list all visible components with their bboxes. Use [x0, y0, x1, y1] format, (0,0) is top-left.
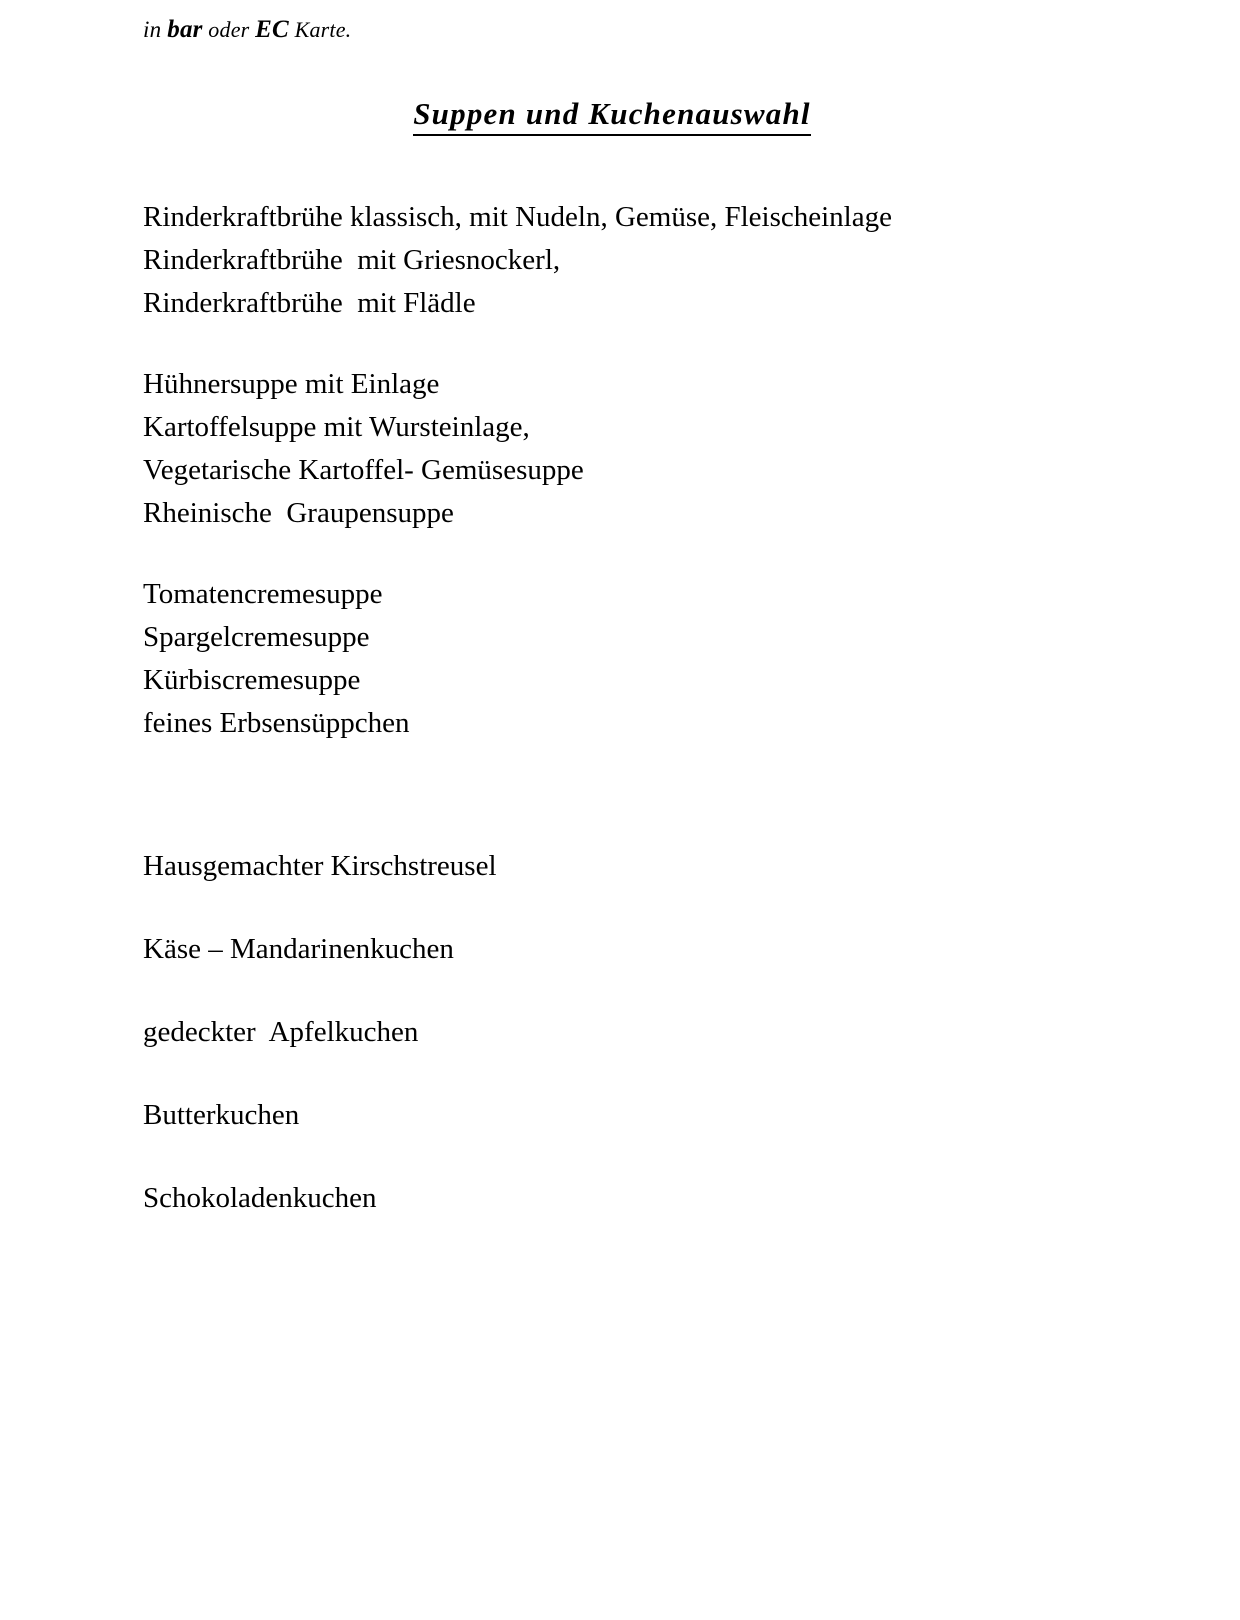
menu-item: Spargelcremesuppe [143, 621, 370, 653]
cake-list [143, 845, 1123, 1219]
menu-item: Kartoffelsuppe mit Wursteinlage, [143, 411, 530, 443]
menu-item: Kürbiscremesuppe [143, 664, 361, 696]
menu-item: Käse – Mandarinenkuchen [143, 933, 454, 965]
menu-item: Rinderkraftbrühe klassisch, mit Nudeln, Gemüse, Fleischeinlage [143, 201, 892, 233]
menu-item: Tomatencremesuppe [143, 578, 383, 610]
menu-item: Butterkuchen [143, 1099, 300, 1131]
menu-item: Vegetarische Kartoffel- Gemüsesuppe [143, 454, 584, 486]
menu-item: Hühnersuppe mit Einlage [143, 368, 440, 400]
payment-note-middle: oder [202, 17, 256, 42]
section-spacer [143, 745, 1123, 845]
payment-note-prefix: in [143, 17, 168, 42]
payment-note-ec: EC [255, 16, 289, 43]
menu-item: Schokoladenkuchen [143, 1182, 377, 1214]
payment-note-suffix: Karte. [288, 17, 352, 42]
menu-item: feines Erbsensüppchen [143, 707, 410, 739]
payment-note [143, 16, 351, 44]
menu-item: gedeckter Apfelkuchen [143, 1016, 419, 1048]
soup-group-cream [143, 573, 1123, 745]
payment-note-cash: bar [167, 16, 203, 43]
menu-item: Hausgemachter Kirschstreusel [143, 850, 497, 882]
menu-item: Rheinische Graupensuppe [143, 497, 454, 529]
menu-item: Rinderkraftbrühe mit Griesnockerl, [143, 244, 561, 276]
soup-group-broths [143, 196, 1123, 325]
menu-item: Rinderkraftbrühe mit Flädle [143, 287, 476, 319]
menu-content [143, 196, 1123, 1219]
page-title-text: Suppen und Kuchenauswahl [413, 96, 811, 136]
soup-group-hearty [143, 363, 1123, 535]
page-title [0, 96, 1240, 136]
